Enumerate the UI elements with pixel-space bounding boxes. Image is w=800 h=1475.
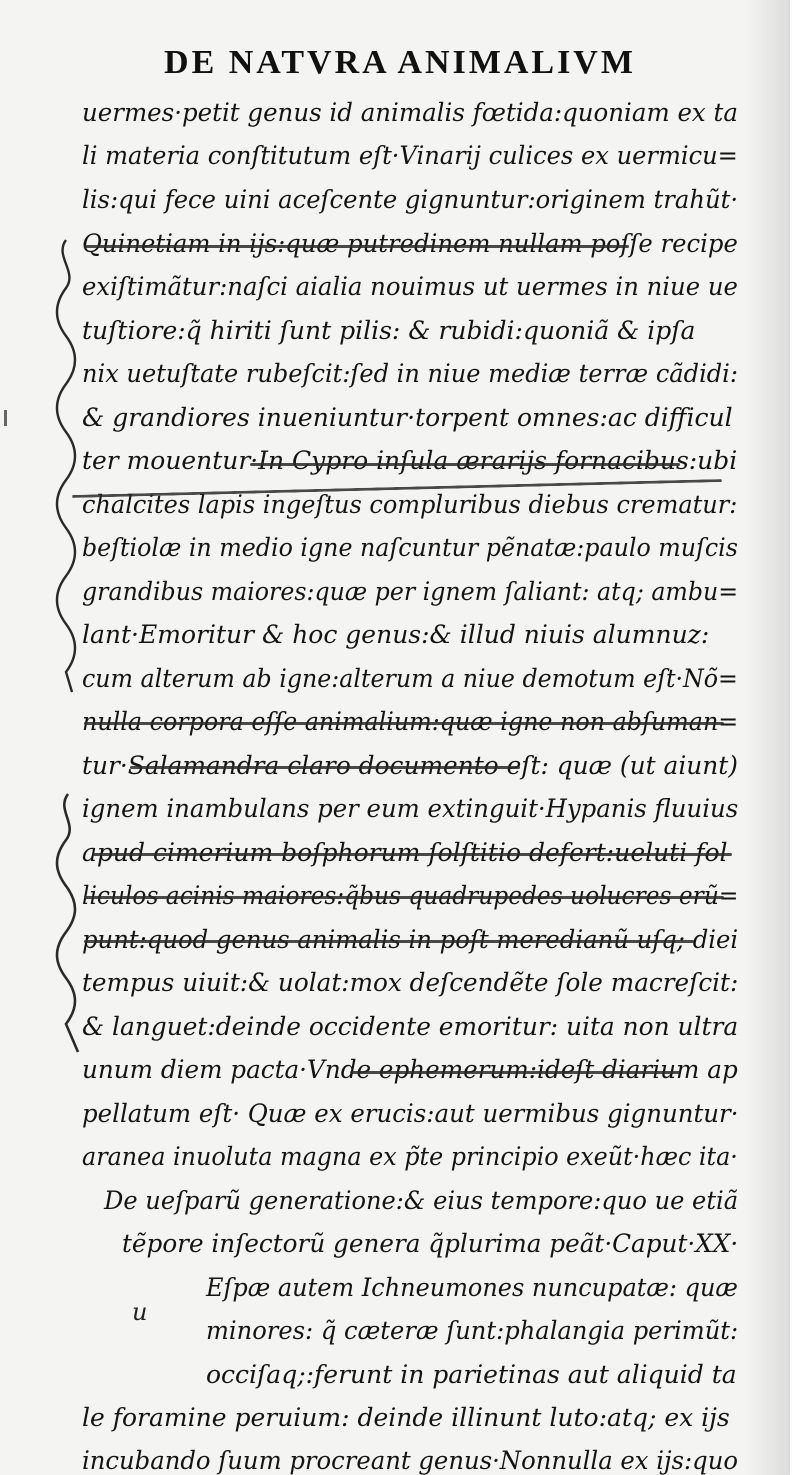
text-line: nix uetuſtate rubeſcit:ſed in niue mediæ terræ cãdidi: (82, 359, 738, 388)
chapter-heading-line: De ueſparũ generatione:& eius tempore:quo ue etiã (104, 1186, 739, 1215)
text-line: tuſtiore:q̃ hiriti ſunt pilis: & rubidi:quoniã & ipſa (82, 316, 696, 345)
strikethrough-mark (84, 896, 724, 899)
text-line: incubando ſuum procreant genus·Nonnulla ex ijs:quo (82, 1446, 739, 1475)
text-line: ignem inambulans per eum extinguit·Hypanis fluuius (82, 794, 739, 823)
strikethrough-mark (350, 1071, 680, 1074)
text-line: & languet:deinde occidente emoritur: uita non ultra (82, 1012, 739, 1041)
text-line: liculos acinis maiores:q̃bus quadrupedes uolucres erũ= (82, 881, 739, 910)
text-line: cum alterum ab igne:alterum a niue demotum eſt·Nõ= (82, 664, 738, 693)
stray-ink-mark (4, 410, 7, 426)
strikethrough-mark (250, 463, 680, 466)
text-line: le foramine peruium: deinde illinunt luto:atq; ex ijs (82, 1403, 730, 1432)
gutter-shadow (745, 0, 790, 1475)
strikethrough-mark (84, 722, 724, 725)
text-line: uermes·petit genus id animalis fœtida:quoniam ex ta (82, 98, 738, 127)
text-line: chalcites lapis ingeſtus compluribus diebus crematur: (82, 490, 738, 519)
strikethrough-mark (84, 940, 694, 943)
text-line: punt:quod genus animalis in poſt meredianũ uſq; diei (82, 925, 739, 954)
text-line: grandibus maiores:quæ per ignem ſaliant: atq; ambu= (82, 577, 739, 606)
text-line: Eſpæ autem Ichneumones nuncupatæ: quæ (206, 1273, 738, 1302)
text-line: exiſtimãtur:naſci aialia nouimus ut uermes in niue ue (82, 272, 738, 301)
text-line: tempus uiuit:& uolat:mox deſcendẽte ſole macreſcit: (82, 968, 739, 997)
strikethrough-mark (92, 853, 732, 856)
text-line: lis:qui fece uini aceſcente gignuntur:originem trahũt· (82, 185, 739, 214)
strikethrough-mark (84, 245, 629, 248)
margin-note: u (132, 1298, 148, 1326)
text-line: apud cimerium boſphorum ſolſtitio defert:ueluti fol (82, 838, 728, 867)
text-line: occiſaq;:ferunt in parietinas aut aliquid ta (206, 1360, 737, 1389)
text-line: ter mouentur·In Cypro inſula ærarijs fornacibus:ubi (82, 446, 738, 475)
text-line: tur·Salamandra claro documento eſt: quæ (ut aiunt) (82, 751, 738, 780)
text-line: unum diem pacta·Vnde ephemerum:ideſt diarium ap (82, 1055, 738, 1084)
strikethrough-mark (130, 766, 520, 769)
text-line: minores: q̃ cæteræ ſunt:phalangia perimũt: (206, 1316, 739, 1345)
margin-bracket-mark (52, 236, 80, 696)
text-line: lant·Emoritur & hoc genus:& illud niuis alumnuz: (82, 620, 710, 649)
margin-bracket-mark (52, 790, 80, 1060)
text-line: li materia conſtitutum eſt·Vinarij culices ex uermicu= (82, 141, 738, 170)
text-line: beſtiolæ in medio igne naſcuntur pẽnatæ:paulo muſcis (82, 533, 738, 562)
text-line: & grandiores inueniuntur·torpent omnes:ac difficul (82, 403, 733, 432)
chapter-heading-line: tẽpore inſectorũ genera q̃plurima peãt·Caput·XX· (122, 1229, 739, 1258)
text-line: Quinetiam in ijs:quæ putredinem nullam poſſe recipe (82, 229, 738, 258)
running-head: DE NATVRA ANIMALIVM (164, 44, 636, 81)
text-line: pellatum eſt· Quæ ex erucis:aut uermibus gignuntur· (82, 1099, 739, 1128)
text-line: nulla corpora eſſe animalium:quæ igne non abſuman= (82, 707, 739, 736)
text-line: aranea inuoluta magna ex p̃te principio exeũt·hæc ita· (82, 1142, 738, 1171)
